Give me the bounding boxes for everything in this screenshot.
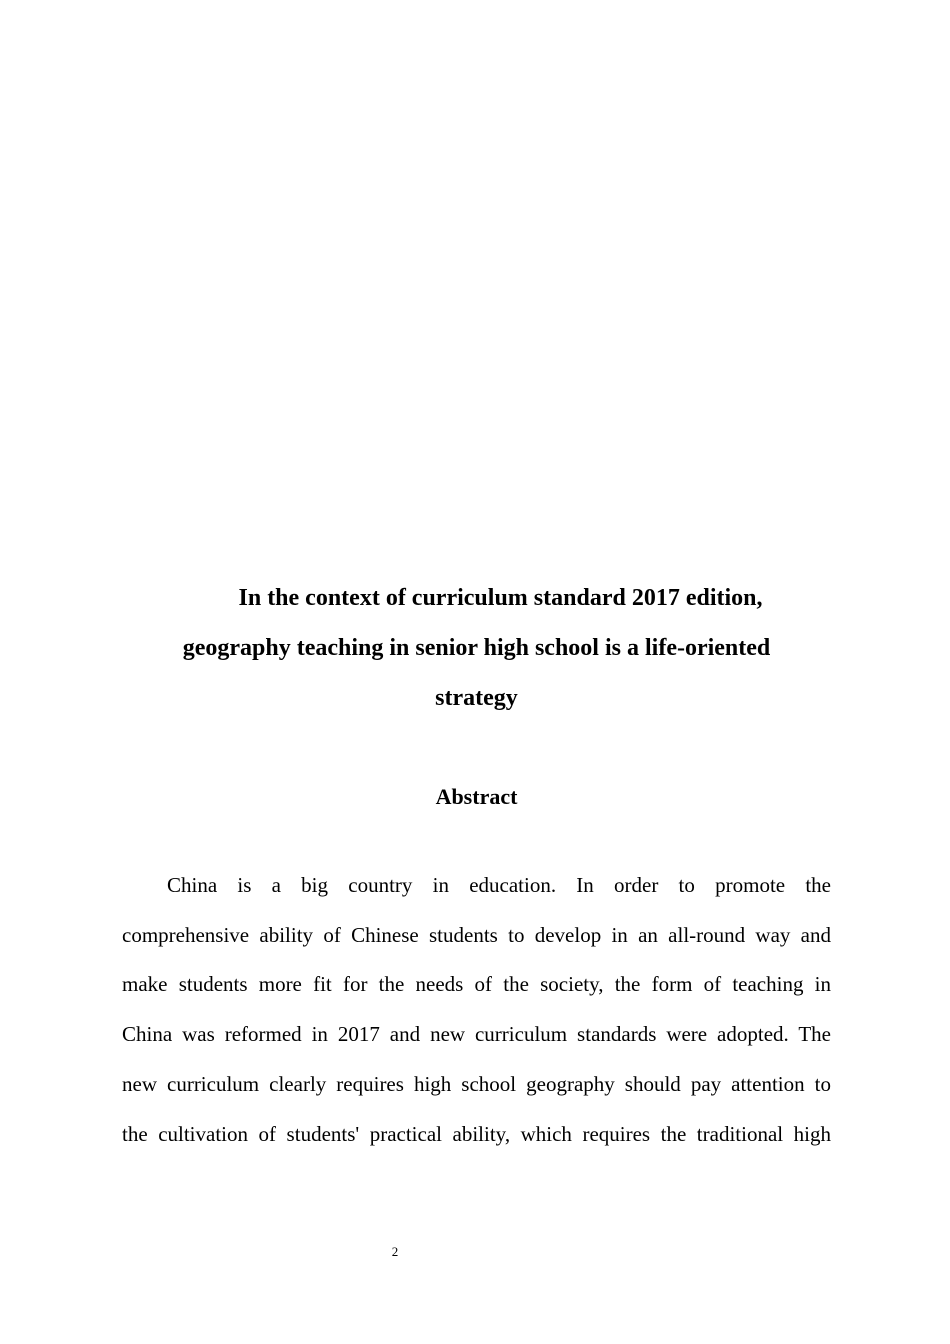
abstract-heading: Abstract [435, 784, 518, 809]
document-title [122, 573, 831, 723]
title-line-3: strategy [435, 685, 518, 711]
body-line-4: China was reformed in 2017 and new curriculum standards were adopted. The [122, 1022, 831, 1047]
body-line-3: make students more fit for the needs of the society, the form of teaching in [122, 972, 831, 997]
body-line-2: comprehensive ability of Chinese students to develop in an all-round way and [122, 922, 831, 947]
title-line-1: In the context of curriculum standard 2017 edition, [238, 585, 763, 611]
body-line-6: the cultivation of students' practical ability, which requires the traditional high [122, 1121, 831, 1146]
page-number: 2 [391, 1244, 399, 1259]
body-line-5: new curriculum clearly requires high school geography should pay attention to [122, 1071, 831, 1096]
body-line-1: China is a big country in education. In order to promote the [167, 873, 831, 897]
abstract-body [122, 861, 831, 1159]
title-line-2: geography teaching in senior high school is a life-oriented [182, 635, 771, 661]
